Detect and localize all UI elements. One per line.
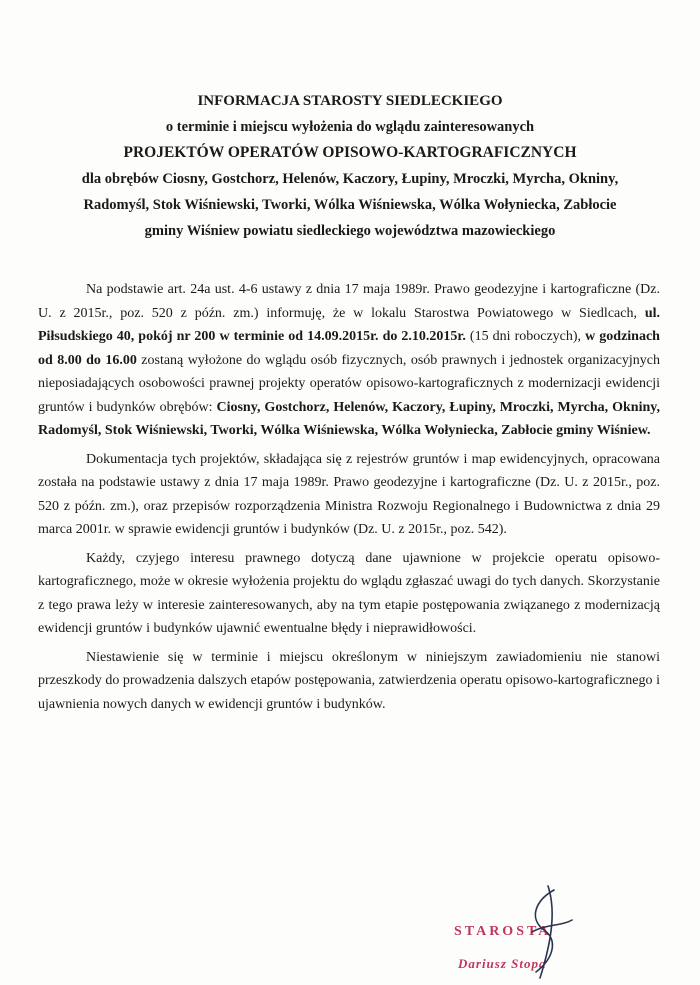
header-precincts-2: Radomyśl, Stok Wiśniewski, Tworki, Wólka Wiśniewska, Wólka Wołyniecka, Zabłocie (83, 197, 617, 213)
header-topic: PROJEKTÓW OPERATÓW OPISOWO-KARTOGRAFICZNYCH (123, 144, 577, 161)
paragraph-text: (15 dni roboczych), (465, 329, 586, 344)
paragraph-documentation: Dokumentacja tych projektów, składająca się z rejestrów gruntów i map ewidencyjnych, opracowana została na podstawie ustawy z dnia 17 maja 1989r. Prawo geodezyjne i kartograficzne (Dz. U. z 2015r., poz. 520 z późn. zm.), oraz przepisów rozporządzenia Ministra Rozwoju Regionalnego i Budownictwa z dnia 29 marca 2001r. w sprawie ewidencji gruntów i budynków (Dz. U. z 2015r., poz. 542). (38, 451, 660, 537)
handwritten-signature (436, 880, 636, 980)
paragraph-rights: Każdy, czyjego interesu prawnego dotyczą dane ujawnione w projekcie operatu opisowo-kartograficznego, może w okresie wyłożenia projektu do wglądu zgłaszać uwagi do tych danych. Skorzystanie z tego prawa leży w interesie zainteresowanych, aby na tym etapie postępowania związanego z modernizacją ewidencji gruntów i budynków ujawnić ewentualne błędy i nieprawidłowości. (38, 550, 660, 636)
header-precincts-1: dla obrębów Ciosny, Gostchorz, Helenów, Kaczory, Łupiny, Mroczki, Myrcha, Okniny, (81, 171, 619, 187)
header-title: INFORMACJA STAROSTY SIEDLECKIEGO (197, 93, 503, 109)
stamp-name: Dariusz Stopa (458, 956, 547, 971)
document-body (38, 278, 660, 721)
paragraph-text: Na podstawie art. 24a ust. 4-6 ustawy z dnia 17 maja 1989r. Prawo geodezyjne i kartograficzne (Dz. U. z 2015r., poz. 520 z późn. zm.) informuję, że w lokalu Starostwa Powiatowego w Siedlcach, (38, 282, 660, 321)
location-and-dates: ul. Piłsudskiego 40, pokój nr 200 w terminie od 14.09.2015r. do 2.10.2015r. (38, 305, 660, 344)
header-subtitle: o terminie i miejscu wyłożenia do wglądu zainteresowanych (165, 119, 535, 135)
precinct-list: Ciosny, Gostchorz, Helenów, Kaczory, Łupiny, Mroczki, Myrcha, Okniny, Radomyśl, Stok Wiśniewski, Tworki, Wólka Wiśniewska, Wólka Wołyniecka, Zabłocie gminy Wiśniew. (38, 399, 660, 438)
paragraph-announcement (38, 278, 660, 443)
office-hours: w godzinach od 8.00 do 16.00 (38, 329, 660, 368)
header-municipality: gminy Wiśniew powiatu siedleckiego województwa mazowieckiego (144, 223, 556, 239)
paragraph-notice: Niestawienie się w terminie i miejscu określonym w niniejszym zawiadomieniu nie stanowi przeszkody do prowadzenia dalszych etapów postępowania, zatwierdzenia operatu opisowo-kartograficznego i ujawnienia nowych danych w ewidencji gruntów i budynków. (38, 649, 660, 712)
paragraph-text: zostaną wyłożone do wglądu osób fizycznych, osób prawnych i jednostek organizacyjnych nieposiadających osobowości prawnej projekty operatów opisowo-kartograficznych z modernizacji ewidencji gruntów i budynków obrębów: (38, 352, 660, 415)
document-header (0, 88, 700, 244)
official-stamp (436, 880, 636, 980)
stamp-title: STAROSTA (454, 924, 552, 939)
